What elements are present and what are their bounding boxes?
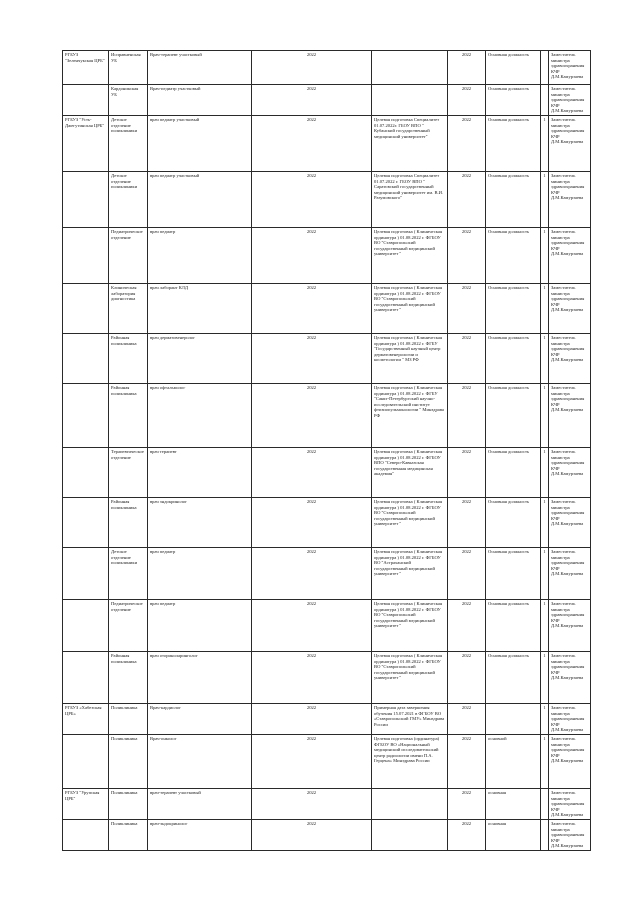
cell-dept: Районная поликлиника	[109, 651, 148, 703]
cell-org: РГБУЗ "Зеленчукская ЦРБ"	[63, 51, 109, 85]
cell-year: 2022	[252, 283, 372, 333]
cell-org	[63, 227, 109, 283]
cell-count: 1	[541, 651, 549, 703]
cell-approver: Заместитель министра здравоохранения КЧР Д.М.Камурзаева	[549, 171, 591, 227]
table-row	[63, 734, 591, 788]
cell-approver: Заместитель министра здравоохранения КЧР Д.М.Камурзаева	[549, 651, 591, 703]
cell-form: Основная должность	[486, 333, 541, 383]
cell-approver: Заместитель министра здравоохранения КЧР Д.М.Камурзаева	[549, 227, 591, 283]
cell-year2: 2022	[448, 734, 486, 788]
cell-training	[372, 788, 448, 819]
cell-form: Основная должность	[486, 447, 541, 497]
cell-form: Основная должность	[486, 171, 541, 227]
cell-org	[63, 819, 109, 850]
table-row	[63, 599, 591, 651]
table-row	[63, 819, 591, 850]
cell-year2: 2022	[448, 599, 486, 651]
cell-count: 1	[541, 333, 549, 383]
cell-approver: Заместитель министра здравоохранения КЧР Д.М.Камурзаева	[549, 383, 591, 447]
cell-approver: Заместитель министра здравоохранения КЧР Д.М.Камурзаева	[549, 115, 591, 171]
cell-count: 1	[541, 383, 549, 447]
table-body	[63, 51, 591, 851]
cell-approver: Заместитель министра здравоохранения КЧР Д.М.Камурзаева	[549, 734, 591, 788]
cell-training: Целевая подготовка ( Клиническая ординатура ) 01.08.2022 г. ФГБОУ ВО "Ставропольский государственный медицинский университет "	[372, 599, 448, 651]
cell-org	[63, 383, 109, 447]
table-row	[63, 547, 591, 599]
cell-year: 2022	[252, 819, 372, 850]
cell-approver: Заместитель министра здравоохранения КЧР Д.М.Камурзаева	[549, 703, 591, 734]
vacancy-table	[62, 50, 591, 851]
cell-approver: Заместитель министра здравоохранения КЧР Д.М.Камурзаева	[549, 447, 591, 497]
cell-org	[63, 547, 109, 599]
cell-dept: Детское отделение поликлиники	[109, 171, 148, 227]
cell-year2: 2022	[448, 819, 486, 850]
cell-org: РГБУЗ «Хабезская ЦРБ»	[63, 703, 109, 734]
cell-count: 1	[541, 171, 549, 227]
cell-form: Основная должность	[486, 51, 541, 85]
cell-position: врач педиатр участковый	[148, 115, 252, 171]
table-row	[63, 333, 591, 383]
cell-year2: 2022	[448, 788, 486, 819]
cell-year2: 2022	[448, 383, 486, 447]
cell-form	[486, 703, 541, 734]
cell-year2: 2022	[448, 651, 486, 703]
cell-dept: Кардоникская УБ	[109, 85, 148, 116]
cell-position: Врач-онколог	[148, 734, 252, 788]
cell-count	[541, 85, 549, 116]
cell-position: врач эндокринолог	[148, 497, 252, 547]
cell-position: врач педиатр	[148, 227, 252, 283]
table-row	[63, 51, 591, 85]
cell-count	[541, 819, 549, 850]
table-row	[63, 788, 591, 819]
cell-count: 1	[541, 547, 549, 599]
cell-approver: Заместитель министра здравоохранения КЧР Д.М.Камурзаева	[549, 547, 591, 599]
cell-count: 1	[541, 283, 549, 333]
cell-count: 1	[541, 703, 549, 734]
cell-training: Целевая подготовка ( Клиническая ординатура ) 01.08.2022 г. ФГБОУ ВПО "Северо-Кавказская государственная медицинская академия"	[372, 447, 448, 497]
cell-count	[541, 788, 549, 819]
cell-dept: Клиническая лаборатория диагностика	[109, 283, 148, 333]
cell-year2: 2022	[448, 85, 486, 116]
cell-training: Целевая подготовка Специалитет 01.07.2022 г. ГБОУ ВПО " Саратовский государственный медицинский университет им. В.И. Разумовского"	[372, 171, 448, 227]
cell-count: 1	[541, 227, 549, 283]
cell-position: врач педиатр	[148, 547, 252, 599]
cell-training: Целевая подготовка ( Клиническая ординатура ) 01.08.2022 г. ФГБОУ ВО "Ставропольский государственный медицинский университет "	[372, 651, 448, 703]
cell-form: Основная должность	[486, 85, 541, 116]
cell-dept: Исправненская УБ	[109, 51, 148, 85]
cell-dept: Районная поликлиника	[109, 383, 148, 447]
cell-dept: Детское отделение поликлиники	[109, 547, 148, 599]
cell-approver: Заместитель министра здравоохранения КЧР Д.М.Камурзаева	[549, 819, 591, 850]
table-row	[63, 115, 591, 171]
cell-year: 2022	[252, 497, 372, 547]
cell-training: Целевая подготовка ( Клиническая ординатура ) 01.08.2022 г. ФГБОУ ВО "Ставропольский государственный медицинский университет "	[372, 283, 448, 333]
cell-training: Целевая подготовка (ординатура) ФГБОУ ВО «Национальный медицинский исследовательский центр радиологии имени П.А. Герцена» Минздрава России	[372, 734, 448, 788]
cell-position: врач-терапевт участковый	[148, 788, 252, 819]
cell-year2: 2022	[448, 115, 486, 171]
cell-org: РГБУЗ "Усть-Джегутинская ЦРБ"	[63, 115, 109, 171]
table-row	[63, 85, 591, 116]
cell-year2: 2022	[448, 51, 486, 85]
cell-form: Основная должность	[486, 115, 541, 171]
cell-form: основной	[486, 734, 541, 788]
cell-position: врач терапевт	[148, 447, 252, 497]
cell-approver: Заместитель министра здравоохранения КЧР Д.М.Камурзаева	[549, 51, 591, 85]
cell-form: Основная должность	[486, 497, 541, 547]
cell-position: Врач-педиатр участковый	[148, 85, 252, 116]
cell-form: Основная должность	[486, 283, 541, 333]
cell-org	[63, 447, 109, 497]
cell-approver: Заместитель министра здравоохранения КЧР Д.М.Камурзаева	[549, 788, 591, 819]
cell-org: РГБУЗ "Урупская ЦРБ"	[63, 788, 109, 819]
cell-dept: Педиатрическое отделение	[109, 227, 148, 283]
cell-count: 1	[541, 734, 549, 788]
cell-form: Основная должность	[486, 651, 541, 703]
cell-position: врач педиатр	[148, 599, 252, 651]
cell-position: врач педиатр участковый	[148, 171, 252, 227]
table-row	[63, 171, 591, 227]
cell-year: 2022	[252, 599, 372, 651]
cell-position: врач лаборант КЛД	[148, 283, 252, 333]
cell-year: 2022	[252, 788, 372, 819]
cell-form: Основная должность	[486, 599, 541, 651]
cell-form: основная	[486, 819, 541, 850]
cell-training: Примерная дата завершения обучения 15.07.2021 в ФГБОУ ВО «Ставропольский ГМУ» Минздрава России	[372, 703, 448, 734]
cell-year2: 2022	[448, 283, 486, 333]
cell-dept: Поликлиника	[109, 788, 148, 819]
cell-form: Основная должность	[486, 547, 541, 599]
cell-training: Целевая подготовка Специалитет 01.07.2022г. ГБОУ ВПО " Кубанский государственный медицинский университет"	[372, 115, 448, 171]
cell-approver: Заместитель министра здравоохранения КЧР Д.М.Камурзаева	[549, 497, 591, 547]
table-row	[63, 383, 591, 447]
cell-dept: Поликлиника	[109, 734, 148, 788]
cell-year2: 2022	[448, 547, 486, 599]
cell-approver: Заместитель министра здравоохранения КЧР Д.М.Камурзаева	[549, 283, 591, 333]
cell-year: 2022	[252, 651, 372, 703]
cell-org	[63, 599, 109, 651]
cell-training	[372, 51, 448, 85]
cell-year: 2022	[252, 51, 372, 85]
cell-position: Врач-кардиолог	[148, 703, 252, 734]
cell-year: 2022	[252, 383, 372, 447]
cell-training: Целевая подготовка ( Клиническая ординатура ) 01.08.2022 г. ФГБОУ ВО "Астраханский государственный медицинский университет "	[372, 547, 448, 599]
cell-year: 2022	[252, 85, 372, 116]
cell-dept: Районная поликлиника	[109, 333, 148, 383]
cell-dept: Терапевтическое отделение	[109, 447, 148, 497]
table-row	[63, 283, 591, 333]
table-row	[63, 497, 591, 547]
cell-year2: 2022	[448, 171, 486, 227]
cell-year2: 2022	[448, 497, 486, 547]
cell-org	[63, 85, 109, 116]
cell-approver: Заместитель министра здравоохранения КЧР Д.М.Камурзаева	[549, 85, 591, 116]
cell-form: основная	[486, 788, 541, 819]
cell-year: 2022	[252, 447, 372, 497]
cell-position: врач-эндокринолог	[148, 819, 252, 850]
cell-year: 2022	[252, 115, 372, 171]
cell-position: Врач-терапевт участковый	[148, 51, 252, 85]
cell-approver: Заместитель министра здравоохранения КЧР Д.М.Камурзаева	[549, 599, 591, 651]
cell-training: Целевая подготовка ( Клиническая ординатура ) 01.08.2022 г. ФГБОУ ВО "Ставропольский государственный медицинский университет "	[372, 497, 448, 547]
cell-form: Основная должность	[486, 227, 541, 283]
cell-year2: 2022	[448, 703, 486, 734]
cell-training: Целевая подготовка ( Клиническая ординатура ) 01.08.2022 г. ФГБОУ ВО "Ставропольский государственный медицинский университет "	[372, 227, 448, 283]
cell-dept: Поликлиника	[109, 703, 148, 734]
cell-year2: 2022	[448, 227, 486, 283]
table-row	[63, 227, 591, 283]
cell-dept: Детское отделение поликлиники	[109, 115, 148, 171]
cell-dept: Педиатрическое отделение	[109, 599, 148, 651]
cell-year: 2022	[252, 333, 372, 383]
cell-org	[63, 171, 109, 227]
cell-year2: 2022	[448, 447, 486, 497]
cell-count: 1	[541, 497, 549, 547]
cell-year: 2022	[252, 734, 372, 788]
table-row	[63, 651, 591, 703]
cell-org	[63, 333, 109, 383]
cell-year: 2022	[252, 227, 372, 283]
cell-training	[372, 819, 448, 850]
cell-org	[63, 651, 109, 703]
cell-position: врач дерматовенеролог	[148, 333, 252, 383]
cell-count: 1	[541, 599, 549, 651]
cell-training: Целевая подготовка ( Клиническая ординатура ) 01.08.2022 г. ФГБУ "Санкт-Петербургский научно-исследовательский институт фтизиопульмонологии " Минздрава РФ	[372, 383, 448, 447]
cell-position: врач оториноларинголог	[148, 651, 252, 703]
cell-year: 2022	[252, 703, 372, 734]
cell-year: 2022	[252, 547, 372, 599]
cell-year: 2022	[252, 171, 372, 227]
cell-org	[63, 497, 109, 547]
cell-training: Целевая подготовка ( Клиническая ординатура ) 01.08.2022 г. ФГБУ "Государственный научный центр дерматовенерологии и косметологии " МЗ РФ	[372, 333, 448, 383]
cell-dept: Поликлиника	[109, 819, 148, 850]
table-row	[63, 447, 591, 497]
cell-position: врач офтальмолог	[148, 383, 252, 447]
cell-org	[63, 283, 109, 333]
cell-year2: 2022	[448, 333, 486, 383]
cell-count	[541, 51, 549, 85]
cell-count: 1	[541, 447, 549, 497]
cell-count: 1	[541, 115, 549, 171]
cell-training	[372, 85, 448, 116]
cell-approver: Заместитель министра здравоохранения КЧР Д.М.Камурзаева	[549, 333, 591, 383]
table-row	[63, 703, 591, 734]
cell-org	[63, 734, 109, 788]
cell-form: Основная должность	[486, 383, 541, 447]
cell-dept: Районная поликлиника	[109, 497, 148, 547]
